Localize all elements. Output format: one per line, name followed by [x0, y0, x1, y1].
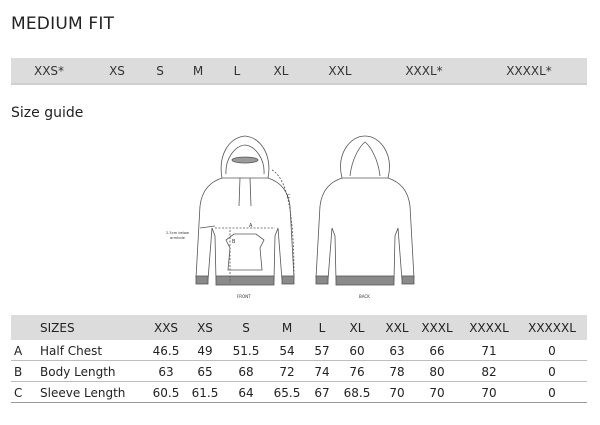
measure-label-b: B — [232, 239, 236, 245]
size-option[interactable]: XS — [109, 64, 125, 78]
table-cell: 66 — [429, 344, 445, 358]
hoodie-front-drawing — [196, 136, 294, 285]
size-option[interactable]: XXXL* — [405, 64, 443, 78]
size-selector-bar — [11, 58, 587, 85]
size-option[interactable]: XXL — [328, 64, 352, 78]
table-cell: 63 — [389, 344, 405, 358]
measure-label-a: A — [249, 223, 253, 229]
table-cell: 0 — [548, 344, 556, 358]
table-cell: 70 — [389, 386, 405, 400]
table-cell: 80 — [429, 365, 445, 379]
table-cell: 82 — [481, 365, 497, 379]
measure-label-c: C — [287, 194, 291, 200]
size-option[interactable]: XXS* — [33, 64, 65, 78]
table-cell: 74 — [314, 365, 330, 379]
table-row — [11, 340, 587, 361]
fit-title: MEDIUM FIT — [11, 14, 115, 34]
row-label: Body Length — [40, 365, 116, 379]
back-label: BACK — [359, 294, 370, 299]
column-header: XXXXXL — [528, 321, 576, 335]
table-cell: 57 — [314, 344, 330, 358]
size-table — [11, 315, 587, 403]
column-header: XXL — [385, 321, 409, 335]
table-cell: 68.5 — [343, 386, 371, 400]
row-key: C — [14, 386, 23, 400]
table-cell: 68 — [238, 365, 254, 379]
table-cell: 72 — [279, 365, 295, 379]
table-cell: 70 — [481, 386, 497, 400]
row-label: Half Chest — [40, 344, 103, 358]
table-cell: 46.5 — [152, 344, 180, 358]
annotation-text: armhole — [170, 236, 185, 240]
table-row — [11, 382, 587, 403]
table-cell: 78 — [389, 365, 405, 379]
row-label: Sleeve Length — [40, 386, 126, 400]
table-cell: 71 — [481, 344, 497, 358]
front-label: FRONT — [237, 294, 251, 299]
table-cell: 61.5 — [191, 386, 219, 400]
table-cell: 65 — [197, 365, 213, 379]
table-cell: 54 — [279, 344, 295, 358]
table-cell: 67 — [314, 386, 330, 400]
table-row — [11, 361, 587, 382]
column-header: M — [281, 321, 293, 335]
column-header: L — [318, 321, 326, 335]
table-cell: 60 — [349, 344, 365, 358]
table-cell: 49 — [197, 344, 213, 358]
size-option[interactable]: XL — [273, 64, 289, 78]
row-key: B — [14, 365, 23, 379]
column-header: XS — [197, 321, 213, 335]
column-header: SIZES — [40, 321, 75, 335]
table-cell: 64 — [238, 386, 254, 400]
table-cell: 65.5 — [273, 386, 301, 400]
table-cell: 60.5 — [152, 386, 180, 400]
annotation-text: 2.5cm below — [166, 231, 189, 235]
column-header: XXXL — [421, 321, 453, 335]
table-header — [11, 315, 587, 340]
hoodie-back-drawing — [316, 136, 414, 285]
column-header: S — [242, 321, 250, 335]
size-guide-title: Size guide — [11, 105, 84, 121]
hoodie-illustration — [160, 128, 430, 310]
size-option[interactable]: L — [233, 64, 241, 78]
column-header: XXS — [153, 321, 179, 335]
table-cell: 51.5 — [232, 344, 260, 358]
size-option[interactable]: M — [192, 64, 204, 78]
table-cell: 70 — [429, 386, 445, 400]
table-cell: 76 — [349, 365, 365, 379]
table-cell: 0 — [548, 386, 556, 400]
row-key: A — [14, 344, 23, 358]
table-cell: 0 — [548, 365, 556, 379]
column-header: XXXXL — [469, 321, 509, 335]
column-header: XL — [349, 321, 365, 335]
size-option[interactable]: S — [156, 64, 164, 78]
table-cell: 63 — [158, 365, 174, 379]
size-option[interactable]: XXXXL* — [506, 64, 552, 78]
